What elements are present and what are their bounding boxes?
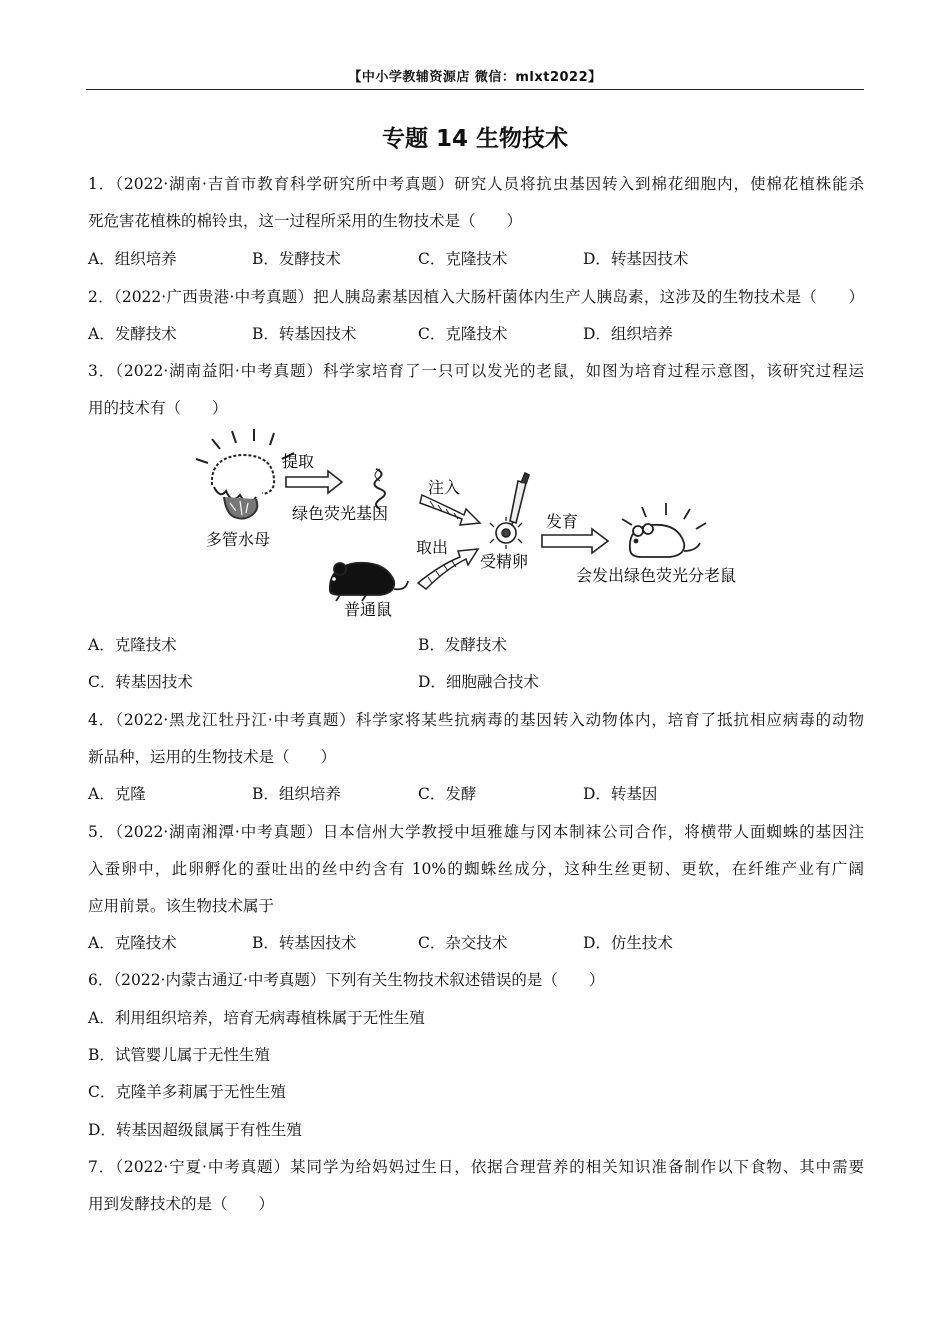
- q6-option-c: C．克隆羊多莉属于无性生殖: [88, 1083, 286, 1101]
- label-take-out: 取出: [416, 538, 449, 557]
- fertilized-egg-icon: [490, 517, 522, 549]
- q1-option-c: C．克隆技术: [418, 250, 508, 268]
- page-title: 专题 14 生物技术: [381, 126, 569, 152]
- gene-coil-icon: [374, 469, 385, 509]
- label-extract: 提取: [282, 452, 315, 471]
- q4-option-b: B．组织培养: [252, 785, 341, 803]
- q1-option-a: A．组织培养: [88, 250, 177, 268]
- header-divider: [86, 89, 864, 90]
- q4-option-c: C．发酵: [418, 785, 477, 803]
- label-egg: 受精卵: [480, 552, 529, 571]
- label-develop: 发育: [546, 512, 579, 531]
- q3-option-d: D．细胞融合技术: [418, 673, 539, 691]
- label-gene: 绿色荧光基因: [292, 504, 389, 523]
- jellyfish-illustration: [196, 429, 294, 519]
- label-inject: 注入: [428, 478, 461, 497]
- q5-stem-line3: 应用前景。该生物技术属于: [88, 897, 275, 915]
- arrow-inject: [420, 495, 480, 525]
- q4-option-d: D．转基因: [583, 785, 658, 803]
- q3-figure: [190, 425, 780, 625]
- q1-stem-line1: 1．（2022·湖南·吉首市教育科学研究所中考真题）研究人员将抗虫基因转入到棉花细胞内，使棉花植株能杀: [88, 175, 864, 193]
- q3-option-a: A．克隆技术: [88, 636, 177, 654]
- q2-stem-line1: 2．（2022·广西贵港·中考真题）把人胰岛素基因植入大肠杆菌体内生产人胰岛素，这涉及的生物技术是（ ）: [88, 288, 864, 306]
- q4-option-a: A．克隆: [88, 785, 146, 803]
- q2-option-b: B．转基因技术: [252, 325, 357, 343]
- q4-stem-line2: 新品种，运用的生物技术是（ ）: [88, 748, 337, 766]
- q2-option-d: D．组织培养: [583, 325, 673, 343]
- q3-stem-line1: 3．（2022·湖南益阳·中考真题）科学家培育了一只可以发光的老鼠，如图为培育过程示意图，该研究过程运: [88, 362, 864, 380]
- label-result: 会发出绿色荧光分老鼠: [576, 566, 737, 585]
- q6-option-b: B．试管婴儿属于无性生殖: [88, 1046, 270, 1064]
- pipette-icon: [509, 473, 529, 531]
- q5-stem-line1: 5．（2022·湖南湘潭·中考真题）日本信州大学教授中垣雅雄与冈本制袜公司合作，将横带人面蜘蛛的基因注: [88, 823, 864, 841]
- q5-option-c: C．杂交技术: [418, 934, 508, 952]
- q3-option-c: C．转基因技术: [88, 673, 193, 691]
- q4-stem-line1: 4．（2022·黑龙江牡丹江·中考真题）科学家将某些抗病毒的基因转入动物体内，培育了抵抗相应病毒的动物: [88, 711, 864, 729]
- q5-option-d: D．仿生技术: [583, 934, 673, 952]
- q7-stem-line2: 用到发酵技术的是（ ）: [88, 1195, 275, 1213]
- label-jellyfish: 多管水母: [206, 530, 271, 549]
- q3-option-b: B．发酵技术: [418, 636, 507, 654]
- q1-stem-line2: 死危害花植株的棉铃虫，这一过程所采用的生物技术是（ ）: [88, 212, 523, 230]
- q6-stem-line1: 6．（2022·内蒙古通辽·中考真题）下列有关生物技术叙述错误的是（ ）: [88, 971, 605, 989]
- q5-stem-line2: 入蚕卵中，此卵孵化的蚕吐出的丝中约含有 10%的蜘蛛丝成分，这种生丝更韧、更软，在纤维产业有广阔: [88, 860, 864, 878]
- ordinary-mouse-illustration: [330, 563, 408, 601]
- q7-stem-line1: 7．（2022·宁夏·中考真题）某同学为给妈妈过生日，依据合理营养的相关知识准备制作以下食物、其中需要: [88, 1158, 864, 1176]
- page-header: 【中小学教辅资源店 微信：mlxt2022】: [348, 70, 602, 85]
- arrow-develop: [542, 529, 608, 553]
- q2-option-a: A．发酵技术: [88, 325, 177, 343]
- q1-option-d: D．转基因技术: [583, 250, 689, 268]
- glowing-mouse-illustration: [622, 503, 706, 557]
- arrow-extract: [286, 471, 342, 493]
- q2-option-c: C．克隆技术: [418, 325, 508, 343]
- q5-option-b: B．转基因技术: [252, 934, 357, 952]
- q6-option-d: D．转基因超级鼠属于有性生殖: [88, 1121, 302, 1139]
- q3-stem-line2: 用的技术有（ ）: [88, 399, 228, 417]
- label-mouse: 普通鼠: [344, 600, 393, 619]
- q1-option-b: B．发酵技术: [252, 250, 341, 268]
- q5-option-a: A．克隆技术: [88, 934, 177, 952]
- q6-option-a: A．利用组织培养，培育无病毒植株属于无性生殖: [88, 1009, 425, 1027]
- q3-diagram: [190, 425, 780, 625]
